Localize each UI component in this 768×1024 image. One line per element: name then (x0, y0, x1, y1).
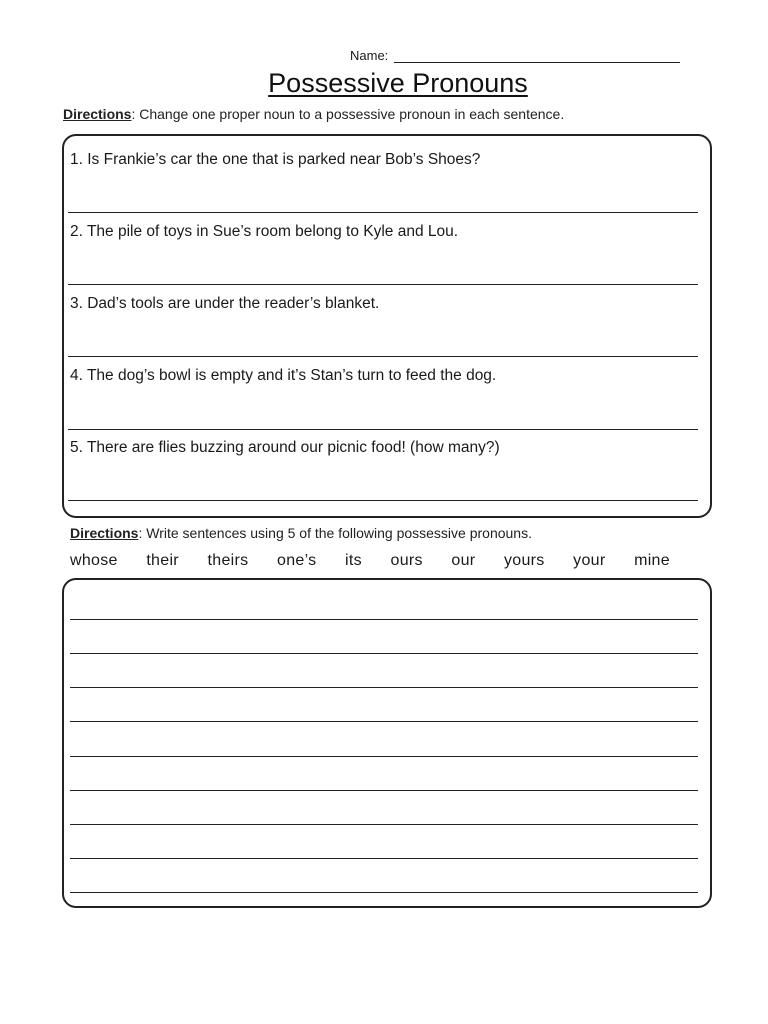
writing-line[interactable] (70, 824, 698, 825)
answer-line-3[interactable] (68, 356, 698, 357)
pronoun-word: our (451, 552, 476, 569)
directions-part2 (70, 525, 532, 541)
pronoun-word: yours (503, 552, 545, 569)
pronoun-word: your (573, 552, 606, 569)
pronoun-word: theirs (207, 552, 249, 569)
directions-text: : Write sentences using 5 of the following possessive pronouns. (138, 525, 532, 541)
writing-line[interactable] (70, 687, 698, 688)
pronoun-word: whose (70, 552, 118, 569)
answer-line-4[interactable] (68, 429, 698, 430)
pronoun-word: ours (390, 552, 423, 569)
writing-line[interactable] (70, 721, 698, 722)
question-4: 4. The dog’s bowl is empty and it’s Stan’s turn to feed the dog. (70, 367, 497, 384)
writing-line[interactable] (70, 653, 698, 654)
writing-line[interactable] (70, 619, 698, 620)
directions-label: Directions (63, 106, 132, 122)
pronoun-word: their (146, 552, 179, 569)
question-1: 1. Is Frankie’s car the one that is parked near Bob’s Shoes? (70, 151, 481, 168)
directions-part1 (63, 106, 564, 122)
question-3: 3. Dad’s tools are under the reader’s blanket. (70, 295, 380, 312)
writing-line[interactable] (70, 790, 698, 791)
question-2: 2. The pile of toys in Sue’s room belong to Kyle and Lou. (70, 223, 459, 240)
question-5: 5. There are flies buzzing around our picnic food! (how many?) (70, 439, 500, 456)
directions-label: Directions (70, 525, 139, 541)
pronoun-word-bank (70, 552, 670, 570)
writing-line[interactable] (70, 858, 698, 859)
name-field-row (350, 48, 680, 63)
answer-line-5[interactable] (68, 500, 698, 501)
answer-line-2[interactable] (68, 284, 698, 285)
worksheet-title: Possessive Pronouns (268, 68, 528, 98)
directions-text: : Change one proper noun to a possessive pronoun in each sentence. (131, 106, 565, 122)
writing-line[interactable] (70, 892, 698, 893)
questions-box (62, 134, 712, 518)
pronoun-word: its (345, 552, 362, 569)
pronoun-word: one’s (277, 552, 317, 569)
answer-line-1[interactable] (68, 212, 698, 213)
name-line[interactable] (394, 48, 680, 63)
name-label: Name: (350, 48, 389, 63)
writing-line[interactable] (70, 756, 698, 757)
pronoun-word: mine (634, 552, 670, 569)
